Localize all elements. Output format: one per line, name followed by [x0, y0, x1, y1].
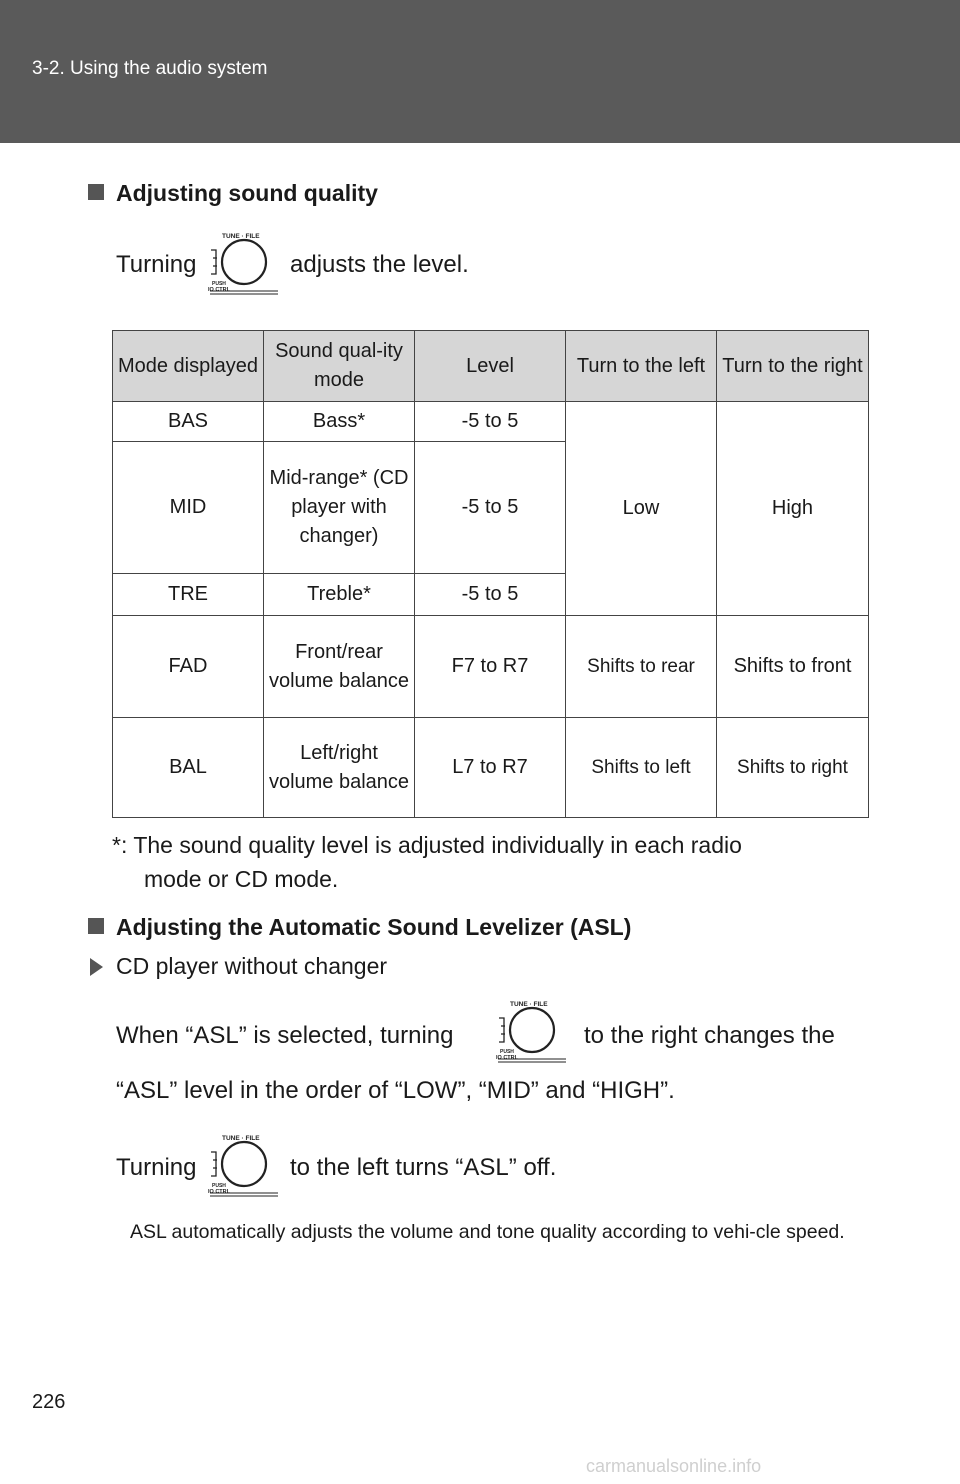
tune-knob-svg	[206, 232, 282, 296]
cell-level: F7 to R7	[415, 616, 566, 718]
cell-right: Shifts to right	[717, 718, 869, 818]
watermark: carmanualsonline.info	[586, 1456, 762, 1476]
footnote-marker: *:	[112, 832, 128, 858]
cell-mode: MID	[113, 442, 264, 574]
col-mode-displayed: Mode displayed	[113, 331, 264, 402]
sound-quality-table	[112, 330, 869, 818]
page-header	[0, 0, 960, 143]
asl-note: ASL automatically adjusts the volume and tone quality according to vehi-cle speed.	[130, 1221, 845, 1243]
col-turn-left: Turn to the left	[566, 331, 717, 402]
cell-level: -5 to 5	[415, 442, 566, 574]
tune-knob-icon	[206, 1134, 282, 1198]
cell-quality: Treble*	[264, 574, 415, 616]
tune-knob-svg	[494, 1000, 570, 1064]
square-bullet-icon	[88, 184, 104, 200]
order-line: “ASL” level in the order of “LOW”, “MID” and “HIGH”.	[116, 1077, 675, 1104]
cell-merged-left: Low	[566, 402, 717, 616]
square-bullet-icon	[88, 918, 104, 934]
heading-adjusting-sound-quality	[88, 180, 378, 207]
table-row	[113, 402, 869, 442]
turning-text-1: Turning	[116, 251, 197, 278]
turning-text-3: Turning	[116, 1154, 197, 1181]
cell-mode: FAD	[113, 616, 264, 718]
knob-push-label: PUSH	[212, 281, 226, 287]
knob-push-label: PUSH	[212, 1183, 226, 1189]
tune-knob-svg	[206, 1134, 282, 1198]
page-number: 226	[32, 1391, 66, 1413]
footnote-line2: mode or CD mode.	[144, 866, 339, 892]
cell-right: Shifts to front	[717, 616, 869, 718]
heading-text: Adjusting the Automatic Sound Levelizer (ASL)	[116, 914, 632, 940]
when-text-1: When “ASL” is selected, turning	[116, 1022, 454, 1049]
heading-asl	[88, 914, 631, 941]
cell-mode: BAL	[113, 718, 264, 818]
cell-level: L7 to R7	[415, 718, 566, 818]
col-sound-quality-mode: Sound qual-ity mode	[264, 331, 415, 402]
bullet-text: CD player without changer	[116, 953, 388, 979]
turning-text-2: adjusts the level.	[290, 251, 469, 278]
footnote	[112, 828, 868, 896]
knob-top-label: TUNE · FILE	[510, 1001, 548, 1008]
knob-ctrl-label: IO CTRL	[208, 287, 230, 293]
cell-quality: Left/right volume balance	[264, 718, 415, 818]
cell-quality: Bass*	[264, 402, 415, 442]
cell-quality: Mid-range* (CD player with changer)	[264, 442, 415, 574]
cell-level: -5 to 5	[415, 574, 566, 616]
section-title: 3-2. Using the audio system	[32, 58, 268, 79]
knob-ctrl-label: IO CTRL	[208, 1189, 230, 1195]
cell-left: Shifts to rear	[566, 616, 717, 718]
tune-knob-icon	[206, 232, 282, 296]
col-turn-right: Turn to the right	[717, 331, 869, 402]
knob-top-label: TUNE · FILE	[222, 233, 260, 240]
tune-knob-icon	[494, 1000, 570, 1064]
cell-mode: TRE	[113, 574, 264, 616]
table-header-row	[113, 331, 869, 402]
cell-level: -5 to 5	[415, 402, 566, 442]
cell-merged-right: High	[717, 402, 869, 616]
cell-mode: BAS	[113, 402, 264, 442]
triangle-bullet-icon	[90, 958, 103, 976]
turning-text-4: to the left turns “ASL” off.	[290, 1154, 557, 1181]
table-row	[113, 616, 869, 718]
knob-push-label: PUSH	[500, 1049, 514, 1055]
cell-quality: Front/rear volume balance	[264, 616, 415, 718]
cell-left: Shifts to left	[566, 718, 717, 818]
knob-ctrl-label: IO CTRL	[496, 1055, 518, 1061]
table-row	[113, 718, 869, 818]
footnote-line1: The sound quality level is adjusted individually in each radio	[133, 832, 742, 858]
heading-text: Adjusting sound quality	[116, 180, 378, 206]
col-level: Level	[415, 331, 566, 402]
knob-top-label: TUNE · FILE	[222, 1135, 260, 1142]
when-text-2: to the right changes the	[584, 1022, 835, 1049]
